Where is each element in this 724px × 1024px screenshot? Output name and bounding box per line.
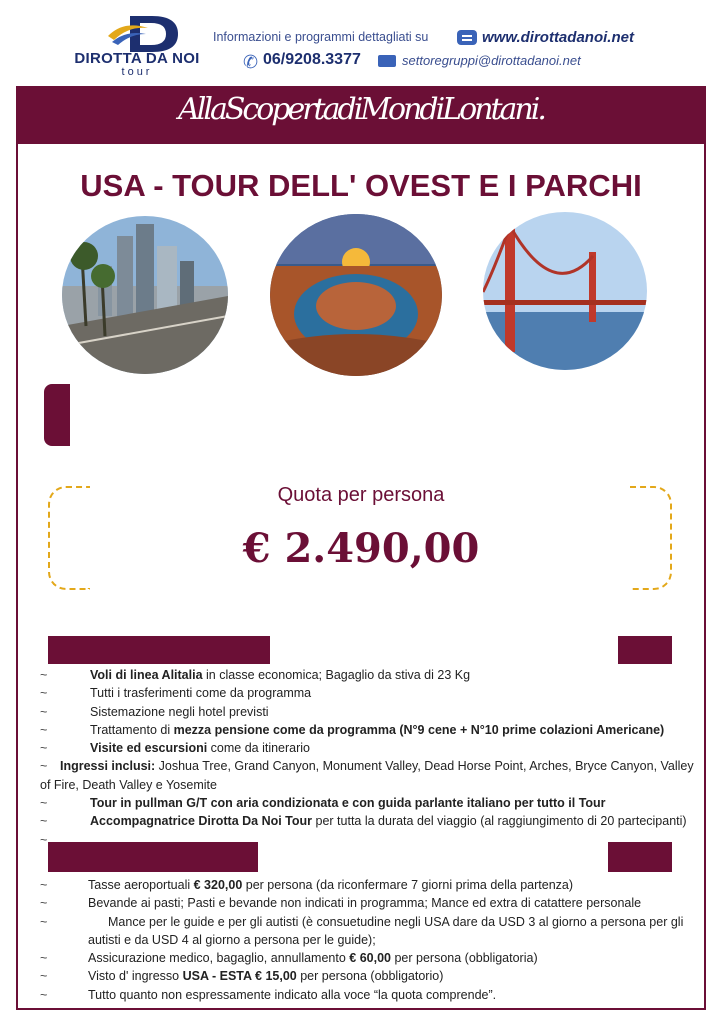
excludes-header-bar: [48, 842, 258, 872]
info-text: Informazioni e programmi dettagliati su: [213, 30, 429, 44]
list-item: ~ Mance per le guide e per gli autisti (è consuetudine negli USA dare da USD 3 al giorno a persona per gli autisti e da USD 4 al giorno a persona per le guide);: [40, 914, 684, 947]
website-link[interactable]: www.dirottadanoi.net: [482, 29, 634, 46]
email-link[interactable]: settoregruppi@dirottadanoi.net: [402, 53, 581, 68]
includes-list: [40, 666, 704, 849]
excludes-header-bar-right: [608, 842, 672, 872]
includes-header-bar-right: [618, 636, 672, 664]
photo-golden-gate: [483, 212, 647, 370]
photo-los-angeles: [62, 216, 228, 374]
list-item: ~ Assicurazione medico, bagaglio, annullamento € 60,00 per persona (obbligatoria): [40, 951, 538, 966]
mail-icon: [378, 55, 396, 67]
list-item: ~ Visite ed escursioni come da itinerario: [40, 741, 311, 756]
web-icon: [457, 30, 477, 45]
list-item: ~: [40, 832, 48, 847]
phone-number[interactable]: 06/9208.3377: [263, 51, 361, 68]
photo-horseshoe-bend: [270, 214, 442, 376]
tour-title: USA - TOUR DELL' OVEST E I PARCHI: [80, 168, 642, 203]
list-item: ~ Accompagnatrice Dirotta Da Noi Tour per tutta la durata del viaggio (al raggiungimento di 20 partecipanti): [40, 814, 687, 829]
price: € 2.490,00: [242, 525, 480, 572]
logo-d-icon: [90, 14, 200, 54]
brand-name: DIROTTA DA NOI: [74, 50, 200, 67]
slogan-text: AllaScopertadiMondiLontani.: [178, 92, 544, 127]
brand-subtitle: tour: [121, 66, 153, 78]
list-item: ~ Visto d' ingresso USA - ESTA € 15,00 per persona (obbligatorio): [40, 969, 444, 984]
list-item: ~ Tutti i trasferimenti come da programma: [40, 686, 312, 701]
quota-label: Quota per persona: [277, 484, 445, 506]
includes-header-bar: [48, 636, 270, 664]
list-item: ~ Tasse aeroportuali € 320,00 per persona (da riconfermare 7 giorni prima della partenza): [40, 878, 574, 892]
section-tab: [44, 384, 70, 446]
list-item: ~ Tour in pullman G/T con aria condizionata e con guida parlante italiano per tutto il Tour: [40, 796, 606, 811]
phone-icon: ✆: [243, 52, 259, 73]
list-item: ~ Trattamento di mezza pensione come da programma (N°9 cene + N°10 prime colazioni Americane): [40, 722, 665, 737]
list-item: ~ Bevande ai pasti; Pasti e bevande non indicati in programma; Mance ed extra di catattere personale: [40, 896, 642, 911]
excludes-list: [40, 876, 704, 1004]
list-item: ~ Sistemazione negli hotel previsti: [40, 704, 269, 719]
list-item: ~ Voli di linea Alitalia in classe economica; Bagaglio da stiva di 23 Kg: [40, 668, 471, 682]
list-item: ~ Tutto quanto non espressamente indicato alla voce “la quota comprende”.: [40, 987, 497, 1002]
list-item: ~ Ingressi inclusi: Joshua Tree, Grand Canyon, Monument Valley, Dead Horse Point, Arches, Bryce Canyon, Valley of Fire, Death Valley e Yosemite: [40, 759, 694, 792]
